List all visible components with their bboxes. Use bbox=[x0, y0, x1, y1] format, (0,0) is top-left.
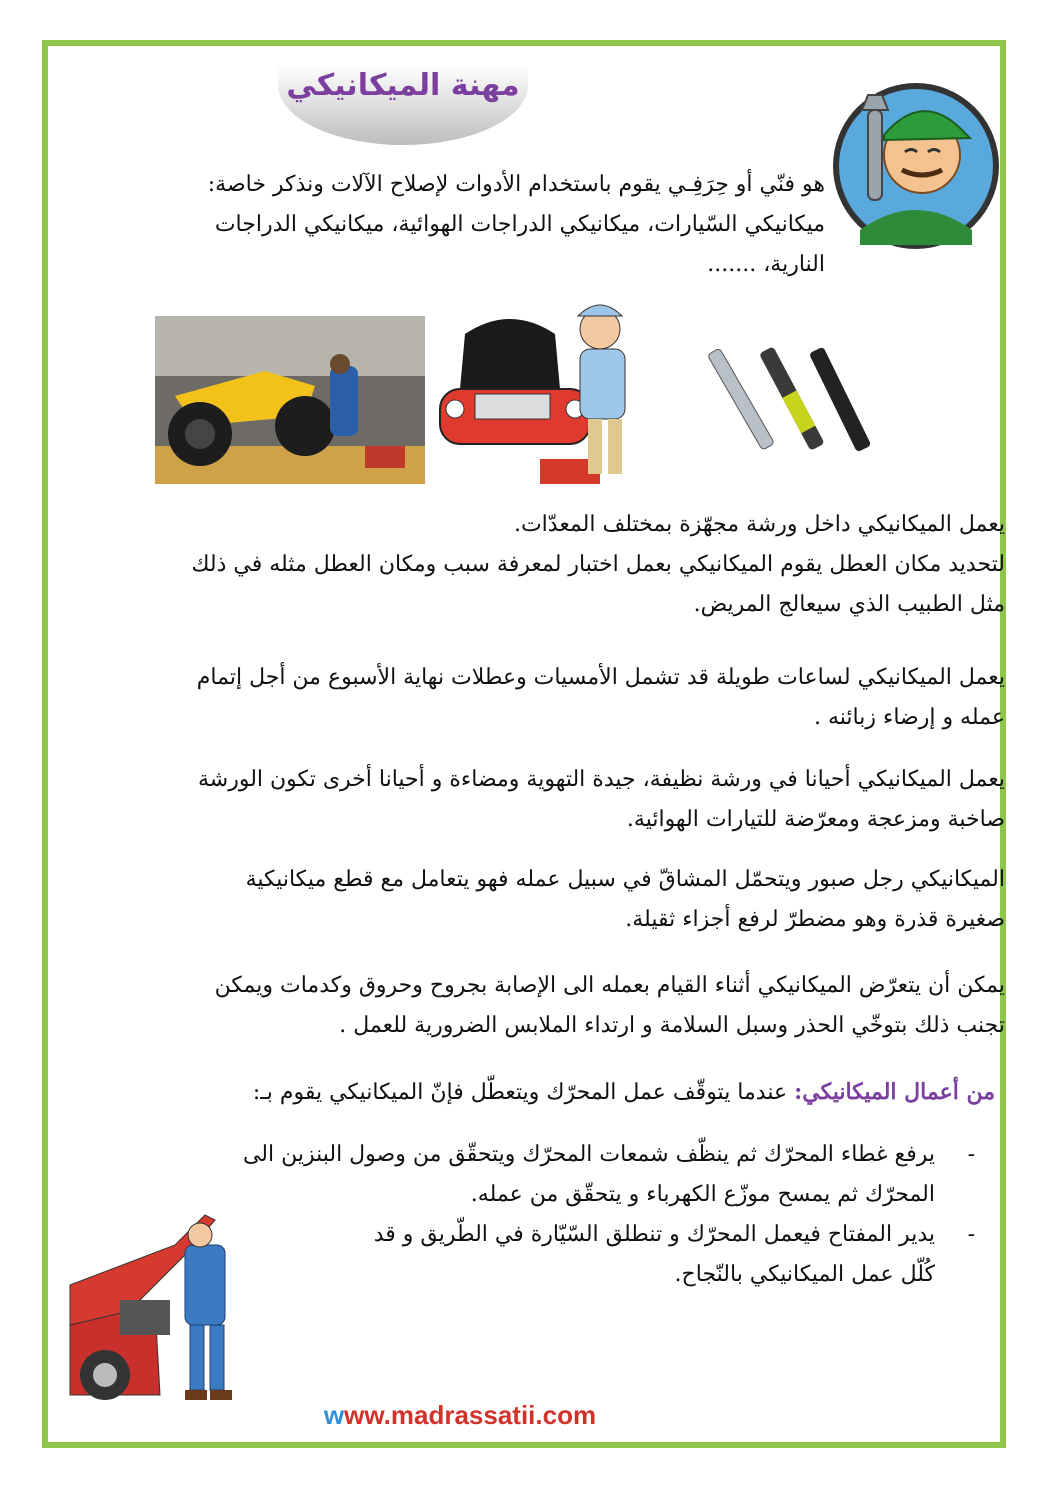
bullet-dash: - bbox=[967, 1222, 975, 1247]
mechanic-engine-image bbox=[65, 1205, 265, 1405]
paragraph-conditions bbox=[60, 760, 1005, 840]
task-line: يرفع غطاء المحرّك ثم ينظّف شمعات المحرّك ويتحقّق من وصول البنزين الى bbox=[242, 1142, 935, 1167]
bullet-dash: - bbox=[967, 1142, 975, 1167]
wrenches-image bbox=[676, 330, 876, 470]
paragraph-line: صاخبة ومزعجة ومعرّضة للتيارات الهوائية. bbox=[626, 807, 1005, 832]
paragraph-patience bbox=[60, 860, 1005, 940]
paragraph-line: يعمل الميكانيكي أحيانا في ورشة نظيفة، جيدة التهوية ومضاءة و أحيانا أخرى تكون الورشة bbox=[198, 767, 1005, 792]
intro-line: النارية، ....... bbox=[707, 252, 825, 277]
paragraph-line: لتحديد مكان العطل يقوم الميكانيكي بعمل اختبار لمعرفة سبب ومكان العطل مثله في ذلك bbox=[191, 552, 1005, 577]
paragraph-line: الميكانيكي رجل صبور ويتحمّل المشاقّ في سبيل عمله فهو يتعامل مع قطع ميكانيكية bbox=[245, 867, 1005, 892]
footer-initial: w bbox=[323, 1400, 345, 1430]
task-line: كُلّل عمل الميكانيكي بالنّجاح. bbox=[674, 1262, 935, 1287]
paragraph-line: مثل الطبيب الذي سيعالج المريض. bbox=[693, 592, 1005, 617]
paragraph-line: يعمل الميكانيكي داخل ورشة مجهّزة بمختلف المعدّات. bbox=[513, 512, 1005, 537]
title-banner bbox=[278, 60, 528, 145]
paragraph-line: صغيرة قذرة وهو مضطرّ لرفع أجزاء ثقيلة. bbox=[625, 907, 1005, 932]
intro-line: هو فنّي أو حِرَفِـي يقوم باستخدام الأدوات لإصلاح الآلات ونذكر خاصة: bbox=[207, 172, 825, 197]
paragraph-hours bbox=[60, 658, 1005, 738]
mechanic-mascot-image bbox=[830, 80, 1002, 250]
intro-line: ميكانيكي السّيارات، ميكانيكي الدراجات الهوائية، ميكانيكي الدراجات bbox=[214, 212, 825, 237]
paragraph-risks bbox=[60, 966, 1005, 1046]
page-title: مهنة الميكانيكي bbox=[286, 68, 520, 103]
task-line: يدير المفتاح فيعمل المحرّك و تنطلق السّيّارة في الطّريق و قد bbox=[373, 1222, 935, 1247]
motorcycle-workshop-photo bbox=[155, 316, 425, 484]
tasks-label: من أعمال الميكانيكي: bbox=[794, 1079, 995, 1105]
task-line: المحرّك ثم يمسح موزّع الكهرباء و يتحقّق من عمله. bbox=[470, 1182, 935, 1207]
paragraph-line: يمكن أن يتعرّض الميكانيكي أثناء القيام بعمله الى الإصابة بجروح وحروق وكدمات ويمكن bbox=[214, 973, 1005, 998]
tasks-heading bbox=[60, 1072, 995, 1113]
paragraph-line: تجنب ذلك بتوخّي الحذر وسبل السلامة و ارتداء الملابس الضرورية للعمل . bbox=[339, 1013, 1005, 1038]
tasks-intro: عندما يتوقّف عمل المحرّك ويتعطّل فإنّ الميكانيكي يقوم بـ: bbox=[252, 1080, 795, 1105]
paragraph-workshop bbox=[60, 505, 1005, 625]
task-item-1 bbox=[130, 1135, 975, 1215]
intro-paragraph bbox=[120, 165, 825, 285]
paragraph-line: يعمل الميكانيكي لساعات طويلة قد تشمل الأمسيات وعطلات نهاية الأسبوع من أجل إتمام bbox=[196, 665, 1005, 690]
paragraph-line: عمله و إرضاء زبائنه . bbox=[814, 705, 1005, 730]
footer-domain: ww.madrassatii.com bbox=[344, 1400, 597, 1430]
task-item-2 bbox=[290, 1215, 975, 1295]
website-footer[interactable] bbox=[300, 1400, 620, 1431]
cartoon-mechanic-car-image bbox=[430, 294, 650, 494]
